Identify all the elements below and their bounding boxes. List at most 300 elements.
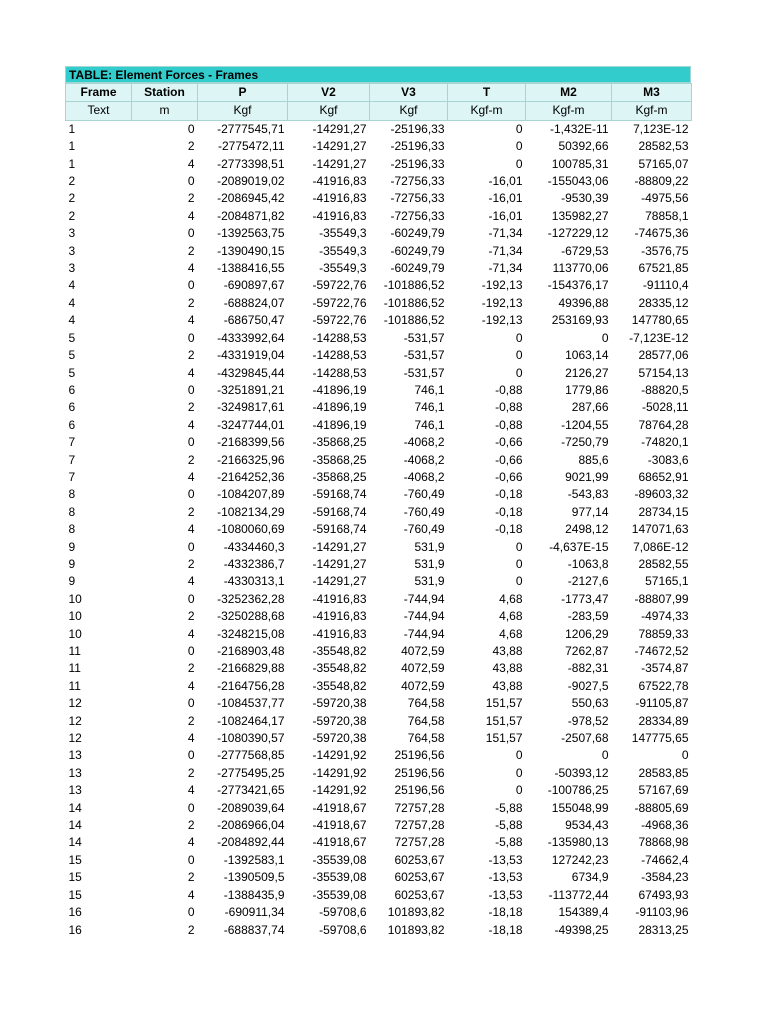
table-row bbox=[66, 243, 692, 260]
cell-v3: -101886,52 bbox=[383, 313, 445, 328]
cell-station: 2 bbox=[187, 922, 195, 937]
cell-p: -2166829,88 bbox=[217, 661, 285, 676]
cell-m2: 49396,88 bbox=[558, 295, 609, 310]
cell-m3: -91103,96 bbox=[635, 905, 689, 920]
cell-m3: 57165,1 bbox=[645, 574, 689, 589]
cell-m2: 127242,23 bbox=[551, 852, 609, 867]
cell-v2: -41916,83 bbox=[312, 609, 367, 624]
table-row bbox=[66, 626, 692, 643]
table-row bbox=[66, 486, 692, 503]
cell-station: 0 bbox=[187, 330, 195, 345]
cell-station: 2 bbox=[187, 818, 195, 833]
cell-frame: 10 bbox=[68, 626, 82, 641]
cell-v3: -101886,52 bbox=[383, 278, 445, 293]
cell-frame: 12 bbox=[68, 696, 82, 711]
cell-station: 4 bbox=[187, 887, 195, 902]
cell-m3: -91110,4 bbox=[642, 278, 689, 293]
cell-t: 0 bbox=[515, 539, 523, 554]
cell-m2: 1779,86 bbox=[565, 382, 609, 397]
cell-v3: 25196,56 bbox=[394, 765, 445, 780]
element-forces-table bbox=[65, 83, 692, 939]
cell-p: -688824,07 bbox=[223, 295, 285, 310]
table-row bbox=[66, 138, 692, 155]
table-row bbox=[66, 591, 692, 608]
cell-m2: -1204,55 bbox=[561, 417, 609, 432]
cell-v3: -60249,79 bbox=[390, 261, 445, 276]
cell-frame: 7 bbox=[68, 452, 76, 467]
cell-p: -1388416,55 bbox=[217, 261, 285, 276]
cell-v3: -744,94 bbox=[403, 609, 445, 624]
cell-t: 43,88 bbox=[492, 644, 523, 658]
cell-m2: -1773,47 bbox=[561, 591, 609, 606]
cell-p: -3251891,21 bbox=[217, 382, 285, 397]
cell-m3: -5028,11 bbox=[642, 400, 689, 415]
cell-m2: 100785,31 bbox=[551, 156, 609, 171]
cell-v2: -41916,83 bbox=[312, 208, 367, 223]
cell-v3: -531,57 bbox=[403, 365, 445, 380]
cell-m2: 6734,9 bbox=[571, 870, 609, 885]
cell-p: -4333992,64 bbox=[217, 330, 285, 345]
cell-m3: -3574,87 bbox=[641, 661, 689, 676]
table-title: TABLE: Element Forces - Frames bbox=[65, 66, 691, 83]
cell-m3: 28734,15 bbox=[638, 504, 689, 519]
cell-t: 0 bbox=[515, 156, 523, 171]
column-header-v3: V3 bbox=[370, 84, 448, 102]
cell-t: 0 bbox=[515, 556, 523, 571]
cell-station: 0 bbox=[187, 487, 195, 502]
cell-m3: 67521,85 bbox=[638, 261, 689, 276]
cell-t: 0 bbox=[515, 121, 523, 136]
cell-t: 151,57 bbox=[485, 713, 523, 728]
cell-p: -690911,34 bbox=[224, 905, 285, 920]
cell-station: 0 bbox=[187, 382, 195, 397]
cell-frame: 2 bbox=[68, 208, 76, 223]
table-row bbox=[66, 399, 692, 416]
cell-frame: 7 bbox=[68, 435, 76, 450]
cell-t: -0,88 bbox=[495, 382, 523, 397]
cell-t: -0,66 bbox=[495, 469, 523, 484]
cell-v3: 764,58 bbox=[407, 731, 445, 746]
cell-p: -2164252,36 bbox=[217, 469, 285, 484]
cell-v3: 531,9 bbox=[414, 574, 445, 589]
cell-m3: 7,123E-12 bbox=[633, 121, 689, 136]
unit-header: Kgf-m bbox=[612, 102, 692, 120]
table-row bbox=[66, 765, 692, 782]
cell-v2: -41916,83 bbox=[312, 191, 367, 206]
cell-m2: -283,59 bbox=[567, 609, 609, 624]
cell-station: 4 bbox=[187, 313, 195, 328]
cell-p: -686750,47 bbox=[223, 313, 285, 328]
cell-m2: -1063,8 bbox=[567, 556, 609, 571]
cell-v2: -41918,67 bbox=[312, 800, 367, 815]
cell-m3: 28577,06 bbox=[638, 348, 689, 363]
cell-p: -1082134,29 bbox=[217, 504, 285, 519]
cell-v2: -14291,27 bbox=[312, 539, 367, 554]
cell-v3: 25196,56 bbox=[394, 748, 445, 763]
cell-frame: 16 bbox=[68, 905, 82, 920]
cell-p: -1080390,57 bbox=[217, 731, 285, 746]
cell-v2: -59168,74 bbox=[312, 487, 367, 502]
cell-m3: 28335,12 bbox=[638, 295, 689, 310]
cell-station: 2 bbox=[187, 556, 195, 571]
cell-m2: -2127,6 bbox=[567, 574, 609, 589]
cell-frame: 11 bbox=[68, 661, 81, 676]
cell-m3: 0 bbox=[681, 748, 689, 763]
cell-v3: 4072,59 bbox=[401, 678, 445, 693]
cell-v3: -744,94 bbox=[403, 626, 445, 641]
cell-v2: -14291,92 bbox=[312, 748, 367, 763]
column-header-m3: M3 bbox=[612, 84, 692, 102]
table-row bbox=[66, 156, 692, 173]
cell-v3: 531,9 bbox=[414, 556, 445, 571]
cell-t: 0 bbox=[515, 783, 523, 798]
column-header-frame: Frame bbox=[66, 84, 132, 102]
cell-v2: -14288,53 bbox=[312, 348, 367, 363]
cell-frame: 14 bbox=[68, 800, 82, 815]
table-row bbox=[66, 521, 692, 538]
cell-station: 0 bbox=[187, 226, 195, 241]
cell-frame: 4 bbox=[68, 313, 76, 328]
cell-t: 0 bbox=[515, 765, 523, 780]
cell-m3: 28334,89 bbox=[638, 713, 689, 728]
table-row bbox=[66, 434, 692, 451]
cell-p: -690897,67 bbox=[223, 278, 285, 293]
table-row bbox=[66, 556, 692, 573]
unit-header: Kgf-m bbox=[448, 102, 526, 120]
cell-v2: -41916,83 bbox=[312, 591, 367, 606]
cell-p: -3247744,01 bbox=[217, 417, 285, 432]
cell-v3: -760,49 bbox=[403, 487, 445, 502]
cell-v2: -41896,19 bbox=[312, 382, 367, 397]
cell-m2: 977,14 bbox=[571, 504, 609, 519]
table-row bbox=[66, 800, 692, 817]
cell-v2: -14291,92 bbox=[312, 783, 367, 798]
cell-v2: -14288,53 bbox=[312, 365, 367, 380]
cell-p: -4329845,44 bbox=[217, 365, 285, 380]
cell-p: -2084892,44 bbox=[217, 835, 285, 850]
cell-v3: -60249,79 bbox=[390, 226, 445, 241]
cell-m2: -100786,25 bbox=[547, 783, 609, 798]
cell-m2: -50393,12 bbox=[554, 765, 609, 780]
cell-m3: -3584,23 bbox=[641, 870, 689, 885]
cell-station: 2 bbox=[187, 139, 195, 154]
table-row bbox=[66, 382, 692, 399]
cell-m2: -154376,17 bbox=[547, 278, 609, 293]
cell-frame: 6 bbox=[68, 382, 76, 397]
cell-p: -2084871,82 bbox=[217, 208, 285, 223]
cell-t: -71,34 bbox=[488, 243, 523, 258]
table-row bbox=[66, 608, 692, 625]
table-row bbox=[66, 904, 692, 921]
cell-station: 2 bbox=[187, 295, 195, 310]
cell-v3: 101893,82 bbox=[387, 922, 445, 937]
cell-v3: 101893,82 bbox=[387, 905, 445, 920]
cell-v3: 60253,67 bbox=[394, 870, 445, 885]
cell-m2: -543,83 bbox=[567, 487, 609, 502]
cell-v2: -35549,3 bbox=[319, 243, 367, 258]
cell-m2: -135980,13 bbox=[547, 835, 609, 850]
cell-frame: 6 bbox=[68, 400, 76, 415]
cell-m3: 28313,25 bbox=[638, 922, 689, 937]
cell-frame: 3 bbox=[68, 226, 76, 241]
cell-v3: 764,58 bbox=[407, 696, 445, 711]
cell-p: -1084537,77 bbox=[217, 696, 285, 711]
cell-frame: 3 bbox=[68, 261, 76, 276]
cell-frame: 12 bbox=[68, 713, 82, 728]
cell-frame: 13 bbox=[68, 765, 82, 780]
cell-p: -3250288,68 bbox=[217, 609, 285, 624]
cell-m3: 57167,69 bbox=[638, 783, 689, 798]
cell-m2: -7250,79 bbox=[561, 435, 609, 450]
cell-v2: -35549,3 bbox=[319, 226, 367, 241]
cell-t: -71,34 bbox=[488, 226, 523, 241]
element-forces-sheet bbox=[65, 66, 691, 939]
cell-v2: -41896,19 bbox=[312, 417, 367, 432]
cell-m3: 78868,98 bbox=[638, 835, 689, 850]
cell-station: 0 bbox=[187, 539, 195, 554]
cell-m3: 147775,65 bbox=[631, 731, 689, 746]
cell-v3: -531,57 bbox=[403, 330, 445, 345]
cell-station: 0 bbox=[187, 852, 195, 867]
table-row bbox=[66, 504, 692, 521]
cell-v2: -59722,76 bbox=[312, 278, 367, 293]
cell-frame: 12 bbox=[68, 731, 82, 746]
cell-frame: 15 bbox=[68, 870, 82, 885]
cell-v2: -59720,38 bbox=[312, 731, 367, 746]
cell-frame: 14 bbox=[68, 818, 82, 833]
cell-station: 2 bbox=[187, 609, 195, 624]
table-row bbox=[66, 539, 692, 556]
cell-m3: -91105,87 bbox=[635, 696, 689, 711]
cell-m3: 28582,55 bbox=[638, 556, 689, 571]
cell-v2: -41896,19 bbox=[312, 400, 367, 415]
cell-station: 2 bbox=[187, 400, 195, 415]
cell-station: 0 bbox=[187, 121, 195, 136]
cell-station: 0 bbox=[187, 800, 195, 815]
cell-v2: -14291,27 bbox=[312, 574, 367, 589]
cell-v3: -25196,33 bbox=[390, 121, 445, 136]
cell-v3: -72756,33 bbox=[390, 208, 445, 223]
cell-m2: 50392,66 bbox=[558, 139, 609, 154]
cell-v2: -41916,83 bbox=[312, 626, 367, 641]
table-row bbox=[66, 678, 692, 695]
cell-m3: 67522,78 bbox=[638, 678, 689, 693]
cell-m3: -88820,5 bbox=[641, 382, 689, 397]
table-row bbox=[66, 295, 692, 312]
cell-frame: 5 bbox=[68, 365, 76, 380]
cell-m3: -88807,99 bbox=[634, 591, 689, 606]
cell-frame: 2 bbox=[68, 174, 76, 189]
cell-v2: -35548,82 bbox=[312, 661, 367, 676]
cell-p: -2089039,64 bbox=[217, 800, 285, 815]
cell-frame: 5 bbox=[68, 330, 76, 345]
cell-frame: 9 bbox=[68, 539, 76, 554]
cell-v2: -59720,38 bbox=[312, 713, 367, 728]
cell-station: 0 bbox=[187, 644, 195, 658]
unit-header: Kgf bbox=[288, 102, 370, 120]
cell-frame: 5 bbox=[68, 348, 76, 363]
cell-station: 4 bbox=[187, 626, 195, 641]
cell-m3: -74672,52 bbox=[634, 644, 689, 658]
cell-v3: -60249,79 bbox=[390, 243, 445, 258]
cell-station: 2 bbox=[187, 765, 195, 780]
cell-m2: 287,66 bbox=[571, 400, 609, 415]
cell-station: 0 bbox=[187, 278, 195, 293]
cell-v3: 72757,28 bbox=[394, 818, 445, 833]
cell-t: -0,66 bbox=[495, 435, 523, 450]
cell-v3: 746,1 bbox=[414, 417, 445, 432]
cell-v2: -59722,76 bbox=[312, 295, 367, 310]
cell-t: 4,68 bbox=[499, 609, 523, 624]
cell-v3: -101886,52 bbox=[383, 295, 445, 310]
cell-m2: -4,637E-15 bbox=[549, 539, 609, 554]
cell-m2: 113770,06 bbox=[552, 261, 609, 276]
cell-v2: -14291,27 bbox=[312, 121, 367, 136]
cell-m2: 1206,29 bbox=[565, 626, 609, 641]
cell-m2: 9534,43 bbox=[565, 818, 609, 833]
cell-m2: -6729,53 bbox=[561, 243, 609, 258]
cell-p: -2168903,48 bbox=[217, 644, 285, 658]
cell-station: 2 bbox=[187, 713, 195, 728]
table-row bbox=[66, 730, 692, 747]
cell-station: 4 bbox=[187, 835, 195, 850]
cell-p: -2089019,02 bbox=[217, 174, 285, 189]
cell-t: 151,57 bbox=[485, 731, 523, 746]
table-row bbox=[66, 277, 692, 294]
cell-t: 151,57 bbox=[485, 696, 523, 711]
cell-p: -1392563,75 bbox=[217, 226, 285, 241]
cell-t: -192,13 bbox=[481, 295, 523, 310]
cell-t: -0,88 bbox=[495, 417, 523, 432]
table-row bbox=[66, 173, 692, 190]
table-row bbox=[66, 347, 692, 364]
cell-station: 0 bbox=[187, 174, 195, 189]
cell-m2: -1,432E-11 bbox=[550, 121, 609, 136]
table-row bbox=[66, 869, 692, 886]
table-row bbox=[66, 417, 692, 434]
unit-header: Kgf-m bbox=[526, 102, 612, 120]
table-row bbox=[66, 643, 692, 660]
cell-station: 4 bbox=[187, 469, 195, 484]
cell-p: -2168399,56 bbox=[217, 435, 285, 450]
cell-t: 0 bbox=[515, 365, 523, 380]
cell-station: 0 bbox=[187, 905, 195, 920]
cell-m3: -4968,36 bbox=[641, 818, 689, 833]
cell-m2: 1063,14 bbox=[565, 348, 609, 363]
cell-t: -0,66 bbox=[495, 452, 523, 467]
cell-v2: -35539,08 bbox=[312, 887, 367, 902]
cell-p: -4330313,1 bbox=[223, 574, 285, 589]
cell-frame: 4 bbox=[68, 278, 76, 293]
cell-v2: -14291,27 bbox=[312, 556, 367, 571]
cell-v3: 25196,56 bbox=[394, 783, 445, 798]
unit-header-row bbox=[66, 102, 692, 120]
cell-v2: -59168,74 bbox=[312, 504, 367, 519]
table-row bbox=[66, 190, 692, 207]
table-row bbox=[66, 260, 692, 277]
cell-p: -1390490,15 bbox=[217, 243, 285, 258]
cell-p: -3248215,08 bbox=[217, 626, 285, 641]
cell-t: 43,88 bbox=[492, 678, 523, 693]
cell-frame: 1 bbox=[68, 156, 76, 171]
cell-v3: 72757,28 bbox=[394, 835, 445, 850]
cell-station: 4 bbox=[187, 417, 195, 432]
cell-station: 4 bbox=[187, 783, 195, 798]
cell-p: -1390509,5 bbox=[223, 870, 285, 885]
table-row bbox=[66, 747, 692, 764]
cell-m2: 9021,99 bbox=[565, 469, 609, 484]
cell-station: 2 bbox=[187, 504, 195, 519]
cell-t: 0 bbox=[515, 574, 523, 589]
table-body bbox=[66, 120, 692, 939]
cell-station: 2 bbox=[187, 452, 195, 467]
cell-m2: 885,6 bbox=[578, 452, 609, 467]
cell-m2: 7262,87 bbox=[565, 644, 609, 658]
table-row bbox=[66, 120, 692, 138]
cell-p: -1084207,89 bbox=[217, 487, 285, 502]
cell-t: -13,53 bbox=[488, 870, 523, 885]
cell-frame: 8 bbox=[68, 487, 76, 502]
cell-m3: -88805,69 bbox=[634, 800, 689, 815]
cell-frame: 10 bbox=[68, 591, 82, 606]
cell-m3: -7,123E-12 bbox=[629, 330, 689, 345]
cell-t: 0 bbox=[515, 748, 523, 763]
cell-p: -4331919,04 bbox=[217, 348, 285, 363]
cell-m3: 78764,28 bbox=[638, 417, 689, 432]
cell-station: 4 bbox=[187, 156, 195, 171]
cell-station: 2 bbox=[187, 661, 195, 676]
table-row bbox=[66, 834, 692, 851]
unit-header: Kgf bbox=[370, 102, 448, 120]
cell-m3: 78858,1 bbox=[645, 208, 689, 223]
cell-v2: -35548,82 bbox=[312, 644, 367, 658]
cell-v3: 4072,59 bbox=[401, 644, 445, 658]
cell-m2: 0 bbox=[601, 748, 609, 763]
cell-t: 0 bbox=[515, 348, 523, 363]
table-row bbox=[66, 695, 692, 712]
cell-t: -13,53 bbox=[488, 887, 523, 902]
cell-p: -1082464,17 bbox=[217, 713, 285, 728]
cell-v3: 746,1 bbox=[414, 400, 445, 415]
cell-station: 0 bbox=[187, 435, 195, 450]
cell-v2: -59720,38 bbox=[312, 696, 367, 711]
cell-v3: -4068,2 bbox=[403, 435, 445, 450]
cell-m2: 154389,4 bbox=[558, 905, 609, 920]
cell-t: -192,13 bbox=[481, 313, 523, 328]
cell-v3: -72756,33 bbox=[390, 174, 445, 189]
cell-t: -0,88 bbox=[495, 400, 523, 415]
cell-t: -18,18 bbox=[488, 905, 523, 920]
cell-v3: 531,9 bbox=[414, 539, 445, 554]
column-header-v2: V2 bbox=[288, 84, 370, 102]
cell-p: -2086966,04 bbox=[217, 818, 285, 833]
cell-m2: 135982,27 bbox=[551, 208, 609, 223]
cell-m2: -155043,06 bbox=[547, 174, 609, 189]
cell-frame: 3 bbox=[68, 243, 76, 258]
cell-t: -16,01 bbox=[488, 174, 523, 189]
cell-v2: -14291,27 bbox=[312, 139, 367, 154]
cell-v2: -35868,25 bbox=[312, 469, 367, 484]
cell-m3: 57154,13 bbox=[638, 365, 689, 380]
cell-frame: 9 bbox=[68, 556, 76, 571]
cell-m3: 28583,85 bbox=[638, 765, 689, 780]
cell-v3: -760,49 bbox=[403, 504, 445, 519]
cell-v2: -35539,08 bbox=[312, 870, 367, 885]
cell-p: -1080060,69 bbox=[217, 522, 285, 537]
unit-header: Text bbox=[66, 102, 132, 120]
cell-v3: 72757,28 bbox=[394, 800, 445, 815]
table-row bbox=[66, 817, 692, 834]
